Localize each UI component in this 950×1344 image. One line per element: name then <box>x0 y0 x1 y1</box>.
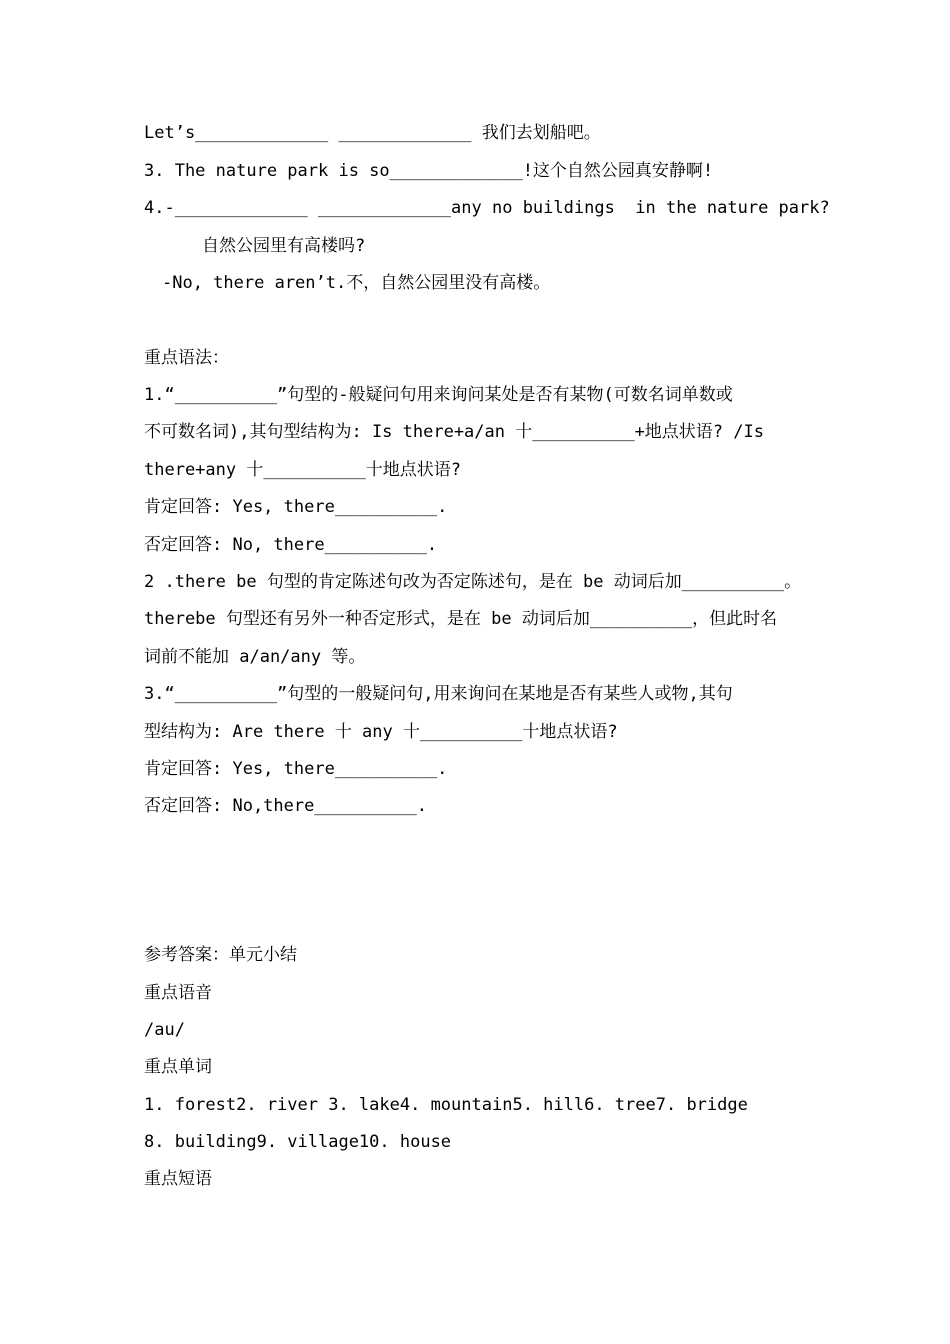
section-heading-pronunciation: 重点语音 <box>144 983 212 1003</box>
grammar-line-3-yes: 肯定回答: Yes, there__________. <box>144 759 448 779</box>
grammar-line-3a: 3.“__________”句型的一般疑问句,用来询问在某地是否有某些人或物,其句 <box>144 684 733 704</box>
grammar-line-1a: 1.“__________”句型的-般疑问句用来询问某处是否有某物(可数名词单数或 <box>144 385 733 405</box>
pronunciation-answer: /au/ <box>144 1020 185 1040</box>
grammar-line-2a: 2 .there be 句型的肯定陈述句改为否定陈述句，是在 be 动词后加__________。 <box>144 572 802 592</box>
section-heading-words: 重点单词 <box>144 1057 212 1077</box>
section-heading-phrases: 重点短语 <box>144 1169 212 1189</box>
exercise-line-lets: Let’s_____________ _____________ 我们去划船吧。 <box>144 123 601 143</box>
grammar-line-1-yes: 肯定回答: Yes, there__________. <box>144 497 448 517</box>
grammar-line-1b: 不可数名词),其句型结构为: Is there+a/an 十__________+地点状语? /Is <box>144 422 764 442</box>
answers-heading: 参考答案：单元小结 <box>144 945 297 965</box>
exercise-line-4: 4.-_____________ _____________any no buildings in the nature park? <box>144 198 830 218</box>
exercise-line-4-answer: -No, there aren’t.不，自然公园里没有高楼。 <box>162 273 551 293</box>
grammar-line-3-no: 否定回答: No,there__________. <box>144 796 427 816</box>
grammar-line-2b: therebe 句型还有另外一种否定形式，是在 be 动词后加__________，但此时名 <box>144 609 778 629</box>
section-heading-grammar: 重点语法： <box>144 348 229 368</box>
words-answer-line-2: 8. building9. village10. house <box>144 1132 452 1152</box>
grammar-line-1c: there+any 十__________十地点状语? <box>144 460 461 480</box>
exercise-line-3: 3. The nature park is so_____________!这个自然公园真安静啊! <box>144 161 714 181</box>
grammar-line-3b: 型结构为: Are there 十 any 十__________十地点状语? <box>144 722 618 742</box>
grammar-line-2c: 词前不能加 a/an/any 等。 <box>144 647 366 667</box>
words-answer-line-1: 1. forest2. river 3. lake4. mountain5. hill6. tree7. bridge <box>144 1095 748 1115</box>
exercise-line-4-translation: 自然公园里有高楼吗? <box>202 236 366 256</box>
grammar-line-1-no: 否定回答: No, there__________. <box>144 535 438 555</box>
